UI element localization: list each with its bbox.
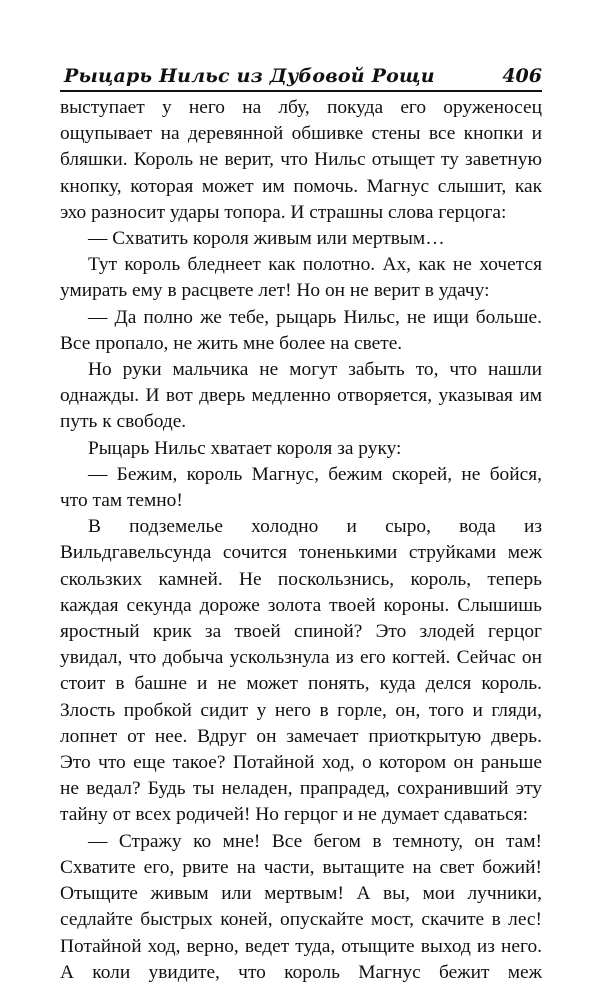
paragraph: — Схватить короля живым или мертвым… [88,228,445,250]
paragraph: Тут король бледнеет как полотно. Ах, как не хочется умирать ему в расцвете лет! Но он не верит в удачу: [60,254,542,302]
running-title: Рыцарь Нильс из Дубовой Рощи [64,65,435,87]
paragraph: Рыцарь Нильс хватает короля за руку: [88,437,402,459]
body-text [60,95,542,986]
paragraph: — Да полно же тебе, рыцарь Нильс, не ищи больше. Все пропало, не жить мне более на свете. [60,306,542,354]
paragraph: В подземелье холодно и сыро, вода из Вильдгавельсунда сочится тоненькими струйками меж скользких камней. Не поскользнись, король, теперь каждая секунда дороже золота твоей короны. Слышишь яростный крик за твоей спиной? Это злодей герцог увидал, что добыча ускользнула из его когтей. Сейчас он стоит в башне и не может понять, куда делся король. Злость пробкой сидит у него в горле, он, того и гляди, лопнет от нее. Вдруг он замечает приоткрытую дверь. Это что еще такое? Потайной ход, о котором он раньше не ведал? Будь ты неладен, прапрадед, сохранивший эту тайну от всех родичей! Но герцог и не думает сдаваться: [60,516,542,826]
page-content [60,56,542,986]
page-number: 406 [502,65,542,87]
paragraph: — Стражу ко мне! Все бегом в темноту, он там! Схватите его, рвите на части, вытащите на свет божий! Отыщите живым или мертвым! А вы, мои лучники, седлайте быстрых коней, опускайте мост, скачите в лес! Потайной ход, верно, ведет туда, отыщите выход из него. А коли увидите, что король Магнус бежит меж [60,830,542,983]
paragraph: Но руки мальчика не могут забыть то, что нашли однажды. И вот дверь медленно отворяется, указывая им путь к свободе. [60,359,542,433]
running-header [60,56,542,92]
paragraph: выступает у него на лбу, покуда его оруженосец ощупывает на деревянной обшивке стены все кнопки и бляшки. Король не верит, что Нильс отыщет ту заветную кнопку, которая может им помочь. Магнус слышит, как эхо разносит удары топора. И страшны слова герцога: [60,97,542,223]
paragraph: — Бежим, король Магнус, бежим скорей, не бойся, что там темно! [60,463,542,512]
